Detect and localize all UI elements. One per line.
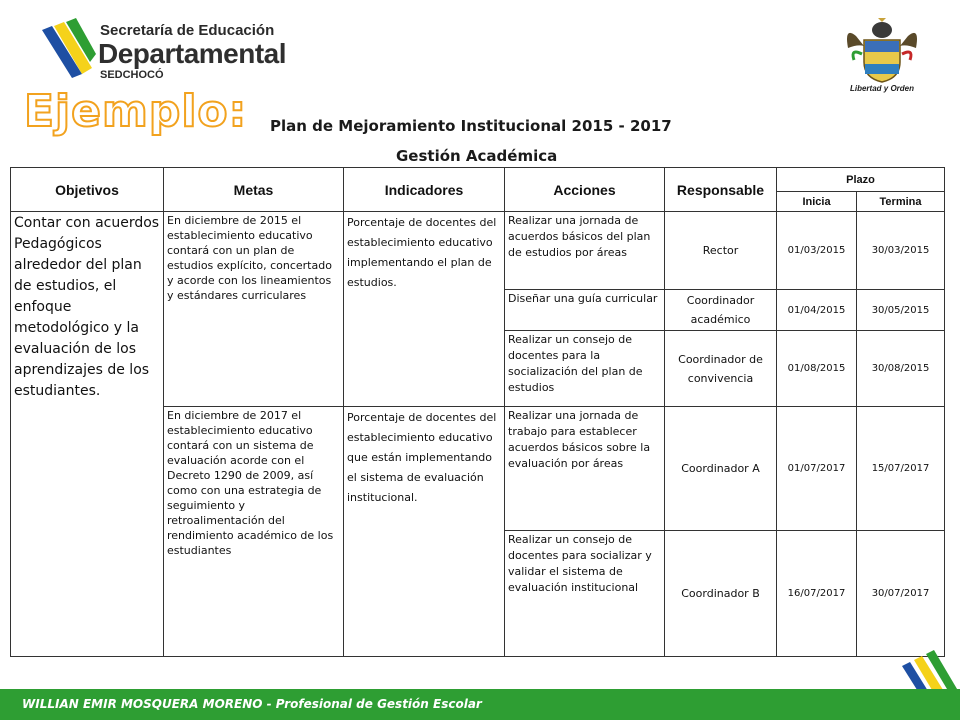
termina-cell: 30/05/2015 bbox=[857, 290, 945, 331]
improvement-plan-table bbox=[10, 167, 945, 657]
table-header-row bbox=[11, 168, 945, 192]
indicador-cell-1: Porcentaje de docentes del establecimiento educativo implementando el plan de estudios. bbox=[344, 212, 505, 407]
sedchoco-logo bbox=[38, 18, 287, 82]
logo-line-secretaria: Secretaría de Educación bbox=[100, 22, 275, 39]
header-inicia: Inicia bbox=[777, 192, 857, 212]
meta-cell-2: En diciembre de 2017 el establecimiento educativo contará con un sistema de evaluación acorde con el Decreto 1290 de 2009, así como con una estrategia de seguimiento y retroalimentación del rendimiento académico de los estudiantes bbox=[164, 407, 344, 657]
header-acciones: Acciones bbox=[505, 168, 665, 212]
inicia-cell: 01/03/2015 bbox=[777, 212, 857, 290]
accion-cell: Diseñar una guía curricular bbox=[505, 290, 665, 331]
area-title: Gestión Académica bbox=[396, 147, 558, 165]
objetivo-cell: Contar con acuerdos Pedagógicos alrededor del plan de estudios, el enfoque metodológico y la evaluación de los aprendizajes de los estudiantes. bbox=[11, 212, 164, 657]
termina-cell: 30/08/2015 bbox=[857, 331, 945, 407]
inicia-cell: 01/07/2017 bbox=[777, 407, 857, 531]
inicia-cell: 01/04/2015 bbox=[777, 290, 857, 331]
header-responsable: Responsable bbox=[665, 168, 777, 212]
inicia-cell: 16/07/2017 bbox=[777, 531, 857, 657]
table-row bbox=[11, 212, 945, 290]
logo-line-departamental: Departamental bbox=[98, 38, 287, 69]
termina-cell: 30/07/2017 bbox=[857, 531, 945, 657]
responsable-cell: Coordinador de convivencia bbox=[665, 331, 777, 407]
header-termina: Termina bbox=[857, 192, 945, 212]
indicador-cell-2: Porcentaje de docentes del establecimiento educativo que están implementando el sistema de evaluación institucional. bbox=[344, 407, 505, 657]
termina-cell: 15/07/2017 bbox=[857, 407, 945, 531]
responsable-cell: Rector bbox=[665, 212, 777, 290]
accion-cell: Realizar una jornada de acuerdos básicos del plan de estudios por áreas bbox=[505, 212, 665, 290]
footer-bar bbox=[0, 689, 960, 720]
logo-stripes-icon bbox=[38, 18, 98, 82]
header-indicadores: Indicadores bbox=[344, 168, 505, 212]
header-metas: Metas bbox=[164, 168, 344, 212]
accion-cell: Realizar una jornada de trabajo para establecer acuerdos básicos sobre la evaluación por áreas bbox=[505, 407, 665, 531]
header-objetivos: Objetivos bbox=[11, 168, 164, 212]
footer-text: WILLIAN EMIR MOSQUERA MORENO - Profesional de Gestión Escolar bbox=[22, 697, 482, 711]
responsable-cell: Coordinador A bbox=[665, 407, 777, 531]
accion-cell: Realizar un consejo de docentes para socializar y validar el sistema de evaluación institucional bbox=[505, 531, 665, 657]
responsable-cell: Coordinador B bbox=[665, 531, 777, 657]
logo-line-sedchoco: SEDCHOCÓ bbox=[100, 69, 164, 81]
meta-cell-1: En diciembre de 2015 el establecimiento educativo contará con un plan de estudios explícito, concertado y acorde con los lineamientos y estándares curriculares bbox=[164, 212, 344, 407]
inicia-cell: 01/08/2015 bbox=[777, 331, 857, 407]
ejemplo-heading: Ejemplo: bbox=[24, 86, 248, 137]
crest-motto: Libertad y Orden bbox=[849, 84, 914, 93]
plan-title: Plan de Mejoramiento Institucional 2015 - 2017 bbox=[270, 117, 672, 135]
responsable-cell: Coordinador académico bbox=[665, 290, 777, 331]
termina-cell: 30/03/2015 bbox=[857, 212, 945, 290]
accion-cell: Realizar un consejo de docentes para la socialización del plan de estudios bbox=[505, 331, 665, 407]
header-plazo: Plazo bbox=[777, 168, 945, 192]
